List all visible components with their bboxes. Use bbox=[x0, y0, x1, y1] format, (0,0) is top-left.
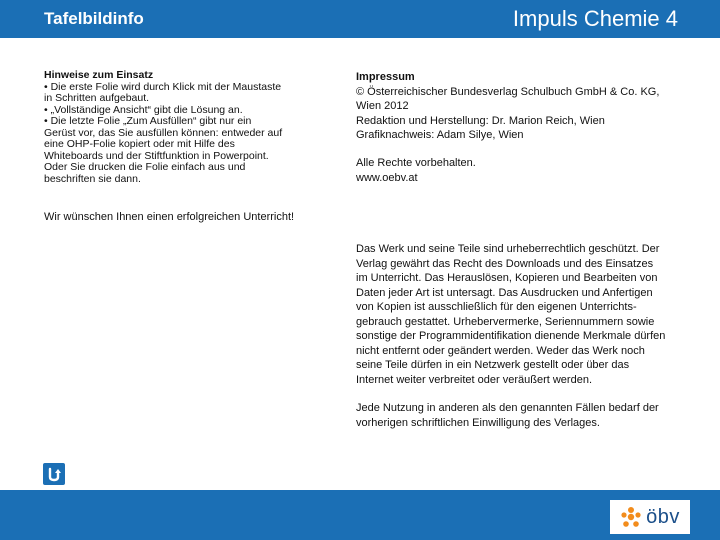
copyright-line: im Unterricht. Das Herauslösen, Kopieren und Bearbeiten von bbox=[356, 272, 658, 284]
website-link[interactable]: www.oebv.at bbox=[356, 171, 418, 184]
copyright-line: sonstige der Programmidentifikation dienende Merkmale dürfen bbox=[356, 330, 666, 342]
usage-line: • Die letzte Folie „Zum Ausfüllen“ gibt nur ein bbox=[44, 115, 252, 127]
usage-line: • Die erste Folie wird durch Klick mit der Maustaste bbox=[44, 80, 282, 93]
copyright-line: Daten jeder Art ist untersagt. Das Ausdrucken und Anfertigen bbox=[356, 286, 653, 299]
header-bar bbox=[0, 0, 720, 38]
star-icon bbox=[620, 506, 642, 528]
copyright-line: Das Werk und seine Teile sind urheberrechtlich geschützt. Der bbox=[356, 243, 660, 255]
imprint-block bbox=[356, 70, 696, 143]
imprint-line: Redaktion und Herstellung: Dr. Marion Reich, Wien bbox=[356, 114, 605, 127]
footer-bar bbox=[0, 490, 720, 540]
usage-line: beschriften sie dann. bbox=[44, 172, 141, 185]
publisher-logo bbox=[610, 500, 690, 534]
usage-heading: Hinweise zum Einsatz bbox=[44, 69, 154, 81]
imprint-line: Wien 2012 bbox=[356, 100, 409, 112]
copyright-line: nicht entfernt oder geändert werden. Weder das Werk noch bbox=[356, 344, 645, 357]
usage-notes bbox=[44, 69, 334, 223]
imprint-heading: Impressum bbox=[356, 71, 415, 83]
copyright-block bbox=[356, 242, 696, 387]
usage-line: in Schritten aufgebaut. bbox=[44, 92, 150, 104]
usage-line: eine OHP-Folie kopiert oder mit Hilfe des bbox=[44, 138, 235, 150]
copyright-line: gebrauch gestattet. Urhebervermerke, Seriennummern sowie bbox=[356, 315, 655, 328]
usage-line: • „Vollständige Ansicht“ gibt die Lösung an. bbox=[44, 103, 243, 116]
closing-wish: Wir wünschen Ihnen einen erfolgreichen Unterricht! bbox=[44, 211, 295, 223]
usage-rights-block bbox=[356, 401, 696, 430]
copyright-line: Internet weiter verbreitet oder veräußert werden. bbox=[356, 373, 593, 386]
rights-line: Alle Rechte vorbehalten. bbox=[356, 157, 476, 169]
usage-rights-line: vorherigen schriftlichen Einwilligung des Verlages. bbox=[356, 416, 600, 429]
copyright-line: seine Teile dürfen in ein Netzwerk gestellt oder über das bbox=[356, 359, 630, 371]
imprint-line: © Österreichischer Bundesverlag Schulbuch GmbH & Co. KG, bbox=[356, 85, 660, 98]
copyright-line: von Kopien ist ausschließlich für den eigenen Unterrichts- bbox=[356, 301, 637, 313]
logo-wordmark: öbv bbox=[646, 505, 680, 528]
return-button[interactable] bbox=[43, 463, 65, 485]
usage-rights-line: Jede Nutzung in anderen als den genannten Fällen bedarf der bbox=[356, 402, 659, 414]
copyright-line: Verlag gewährt das Recht des Downloads und des Einsatzes bbox=[356, 257, 654, 270]
rights-block bbox=[356, 156, 696, 185]
page-label: Tafelbildinfo bbox=[44, 9, 144, 28]
imprint-line: Grafiknachweis: Adam Silye, Wien bbox=[356, 129, 524, 141]
usage-line: Whiteboards und der Stiftfunktion in Powerpoint. bbox=[44, 149, 269, 162]
usage-line: Gerüst vor, das Sie ausfüllen können: entweder auf bbox=[44, 126, 283, 139]
return-arrow-icon bbox=[46, 466, 62, 482]
usage-line: Oder Sie drucken die Folie einfach aus und bbox=[44, 161, 246, 173]
book-title: Impuls Chemie 4 bbox=[512, 6, 678, 31]
